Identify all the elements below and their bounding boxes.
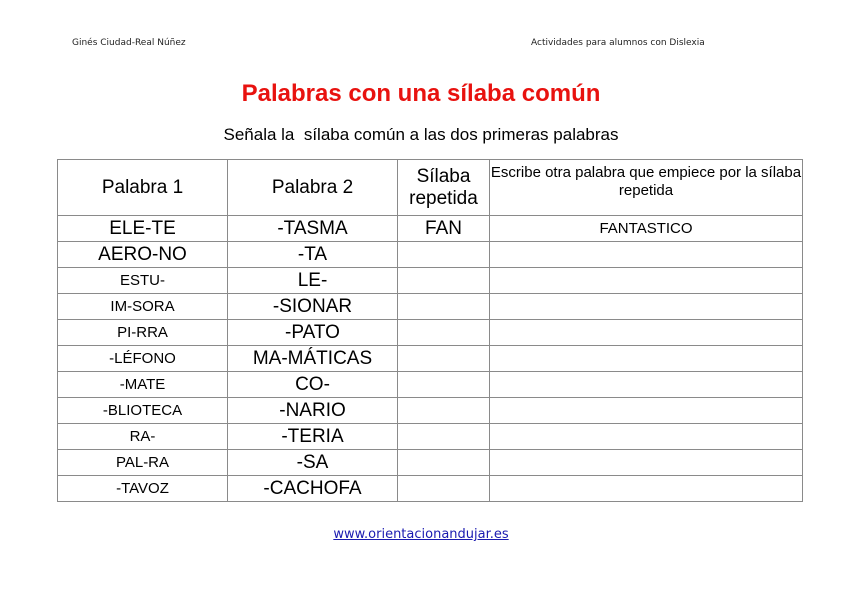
palabra-2-cell: LE- xyxy=(228,268,398,294)
otra-palabra-cell[interactable] xyxy=(490,476,803,502)
palabra-2-cell: -PATO xyxy=(228,320,398,346)
table-row xyxy=(58,450,803,476)
table-row xyxy=(58,294,803,320)
silaba-repetida-cell[interactable] xyxy=(398,476,490,502)
table-row xyxy=(58,424,803,450)
syllable-table xyxy=(57,159,803,502)
palabra-2-cell: -CACHOFA xyxy=(228,476,398,502)
silaba-repetida-cell[interactable]: FAN xyxy=(398,216,490,242)
table-row xyxy=(58,398,803,424)
silaba-repetida-cell[interactable] xyxy=(398,294,490,320)
palabra-1-cell: ESTU- xyxy=(58,268,228,294)
table-row xyxy=(58,346,803,372)
table-row xyxy=(58,216,803,242)
palabra-2-cell: -NARIO xyxy=(228,398,398,424)
palabra-1-cell: PI-RRA xyxy=(58,320,228,346)
palabra-2-cell: CO- xyxy=(228,372,398,398)
silaba-repetida-cell[interactable] xyxy=(398,424,490,450)
silaba-repetida-cell[interactable] xyxy=(398,346,490,372)
table-body xyxy=(58,216,803,502)
palabra-1-cell: -TAVOZ xyxy=(58,476,228,502)
otra-palabra-cell[interactable] xyxy=(490,424,803,450)
table-row xyxy=(58,242,803,268)
otra-palabra-cell[interactable] xyxy=(490,372,803,398)
otra-palabra-cell[interactable] xyxy=(490,320,803,346)
otra-palabra-cell[interactable] xyxy=(490,398,803,424)
palabra-1-cell: -MATE xyxy=(58,372,228,398)
table-row xyxy=(58,320,803,346)
header-escribe-otra-palabra: Escribe otra palabra que empiece por la sílaba repetida xyxy=(490,160,803,216)
palabra-1-cell: -LÉFONO xyxy=(58,346,228,372)
table-row xyxy=(58,476,803,502)
website-link[interactable]: www.orientacionandujar.es xyxy=(333,527,509,542)
otra-palabra-cell[interactable] xyxy=(490,450,803,476)
header-palabra-1: Palabra 1 xyxy=(58,160,228,216)
table-row xyxy=(58,268,803,294)
palabra-1-cell: ELE-TE xyxy=(58,216,228,242)
header-subject: Actividades para alumnos con Dislexia xyxy=(531,38,705,48)
table-header-row xyxy=(58,160,803,216)
footer xyxy=(0,527,842,542)
palabra-2-cell: -SA xyxy=(228,450,398,476)
otra-palabra-cell[interactable]: FANTASTICO xyxy=(490,216,803,242)
otra-palabra-cell[interactable] xyxy=(490,346,803,372)
silaba-repetida-cell[interactable] xyxy=(398,320,490,346)
silaba-repetida-cell[interactable] xyxy=(398,242,490,268)
header-palabra-2: Palabra 2 xyxy=(228,160,398,216)
header-author: Ginés Ciudad-Real Núñez xyxy=(72,38,186,48)
palabra-2-cell: -TERIA xyxy=(228,424,398,450)
otra-palabra-cell[interactable] xyxy=(490,294,803,320)
palabra-1-cell: RA- xyxy=(58,424,228,450)
palabra-1-cell: -BLIOTECA xyxy=(58,398,228,424)
silaba-repetida-cell[interactable] xyxy=(398,450,490,476)
silaba-repetida-cell[interactable] xyxy=(398,268,490,294)
otra-palabra-cell[interactable] xyxy=(490,268,803,294)
page-title: Palabras con una sílaba común xyxy=(241,80,601,107)
palabra-1-cell: AERO-NO xyxy=(58,242,228,268)
table-row xyxy=(58,372,803,398)
page-subtitle: Señala la sílaba común a las dos primeras palabras xyxy=(223,125,619,144)
palabra-2-cell: -TASMA xyxy=(228,216,398,242)
palabra-1-cell: IM-SORA xyxy=(58,294,228,320)
palabra-2-cell: -SIONAR xyxy=(228,294,398,320)
silaba-repetida-cell[interactable] xyxy=(398,372,490,398)
palabra-1-cell: PAL-RA xyxy=(58,450,228,476)
otra-palabra-cell[interactable] xyxy=(490,242,803,268)
header-silaba-repetida: Sílaba repetida xyxy=(398,160,490,216)
silaba-repetida-cell[interactable] xyxy=(398,398,490,424)
palabra-2-cell: -TA xyxy=(228,242,398,268)
palabra-2-cell: MA-MÁTICAS xyxy=(228,346,398,372)
